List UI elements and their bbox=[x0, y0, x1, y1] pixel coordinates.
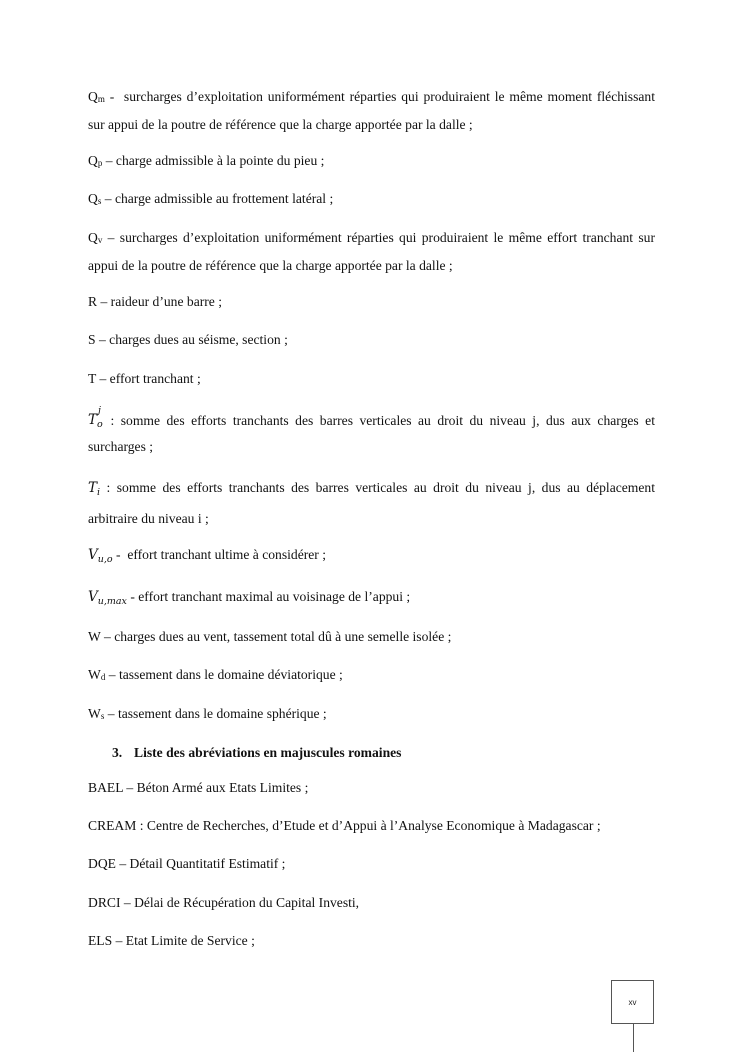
notation-symbol: R bbox=[88, 294, 98, 309]
notation-subscript: s bbox=[100, 711, 105, 721]
section-heading bbox=[112, 740, 401, 766]
abbreviation-definition: Béton Armé aux Etats Limites ; bbox=[136, 780, 309, 795]
notation-separator: – bbox=[101, 191, 115, 206]
notation-definition: somme des efforts tranchants des barres verticales au droit du niveau j, dus aux charges et surcharges ; bbox=[88, 413, 655, 454]
notation-entry-qv bbox=[88, 225, 655, 279]
notation-definition: charge admissible au frottement latéral ; bbox=[114, 191, 334, 206]
math-subscript: o bbox=[97, 419, 103, 430]
notation-entry-wd bbox=[88, 662, 655, 690]
notation-subscript: v bbox=[97, 235, 103, 245]
notation-separator: – bbox=[102, 230, 120, 245]
notation-subscript: s bbox=[97, 196, 102, 206]
math-subscript: i bbox=[97, 487, 101, 498]
notation-subscript: p bbox=[97, 158, 103, 168]
math-subscript: u,max bbox=[97, 596, 127, 607]
notation-definition: surcharges d’exploitation uniformément réparties qui produiraient le même effort tranchant sur appui de la poutre de référence que la charge apportée par la dalle ; bbox=[88, 230, 656, 273]
math-base: T bbox=[88, 480, 98, 496]
notation-entry-v-u-max bbox=[88, 584, 655, 615]
abbreviation-separator: : bbox=[136, 818, 147, 833]
notation-separator: – bbox=[105, 667, 119, 682]
notation-entry-v-u-o bbox=[88, 542, 655, 573]
notation-separator: – bbox=[102, 153, 116, 168]
notation-entry-t-o-j bbox=[88, 405, 655, 460]
abbreviation-entry-cream bbox=[88, 813, 655, 839]
abbreviation-entry-drci bbox=[88, 890, 655, 916]
notation-definition: effort tranchant ; bbox=[109, 371, 201, 386]
notation-entry-ws bbox=[88, 701, 655, 729]
notation-separator: - bbox=[104, 89, 124, 104]
notation-definition: effort tranchant ultime à considérer ; bbox=[127, 547, 327, 562]
abbreviation-definition: Délai de Récupération du Capital Investi, bbox=[134, 895, 360, 910]
abbreviation-entry-els bbox=[88, 928, 655, 954]
page-number-box bbox=[611, 980, 654, 1024]
notation-definition: tassement dans le domaine sphérique ; bbox=[117, 706, 327, 721]
notation-entry-qp bbox=[88, 148, 655, 176]
abbreviation-definition: Etat Limite de Service ; bbox=[125, 933, 255, 948]
notation-definition: effort tranchant maximal au voisinage de l’appui ; bbox=[138, 589, 411, 604]
abbreviation-separator: – bbox=[120, 895, 135, 910]
abbreviation-separator: – bbox=[123, 780, 137, 795]
notation-entry-qs bbox=[88, 186, 655, 214]
notation-definition: charges dues au vent, tassement total dû à une semelle isolée ; bbox=[114, 629, 452, 644]
page-number: xv bbox=[628, 997, 637, 1007]
notation-entry-qm bbox=[88, 84, 655, 138]
abbreviation-definition: Détail Quantitatif Estimatif ; bbox=[129, 856, 286, 871]
abbreviation-entry-dqe bbox=[88, 851, 655, 877]
math-base: V bbox=[88, 589, 98, 605]
section-title: Liste des abréviations en majuscules romaines bbox=[134, 745, 402, 760]
abbreviation-entry-bael bbox=[88, 775, 655, 801]
notation-symbol: W bbox=[88, 629, 101, 644]
notation-definition: charge admissible à la pointe du pieu ; bbox=[115, 153, 325, 168]
notation-definition: charges dues au séisme, section ; bbox=[109, 332, 288, 347]
notation-symbol: W bbox=[88, 706, 101, 721]
notation-definition: raideur d’une barre ; bbox=[110, 294, 223, 309]
notation-separator: - bbox=[126, 589, 139, 604]
abbreviation: CREAM bbox=[88, 818, 137, 833]
notation-subscript: m bbox=[97, 94, 105, 104]
section-number: 3. bbox=[112, 745, 123, 760]
notation-separator: - bbox=[112, 547, 128, 562]
abbreviation-separator: – bbox=[112, 933, 126, 948]
notation-entry-r bbox=[88, 289, 655, 315]
notation-definition: somme des efforts tranchants des barres verticales au droit du niveau j, dus au déplacement arbitraire du niveau i ; bbox=[88, 480, 655, 526]
abbreviation: ELS bbox=[88, 933, 113, 948]
notation-symbol: Q bbox=[88, 191, 98, 206]
notation-symbol: T bbox=[88, 371, 97, 386]
notation-definition: surcharges d’exploitation uniformément réparties qui produiraient le même moment fléchissant sur appui de la poutre de référence que la charge apportée par la dalle ; bbox=[88, 89, 655, 132]
notation-separator: – bbox=[100, 629, 115, 644]
notation-entry-t-i bbox=[88, 475, 655, 532]
abbreviation: BAEL bbox=[88, 780, 123, 795]
notation-separator: – bbox=[96, 371, 110, 386]
math-superscript: j bbox=[98, 405, 101, 416]
abbreviation: DQE bbox=[88, 856, 116, 871]
notation-symbol: Q bbox=[88, 89, 98, 104]
notation-symbol: S bbox=[88, 332, 96, 347]
notation-subscript: d bbox=[100, 672, 106, 682]
notation-separator: – bbox=[97, 294, 111, 309]
math-symbol-t-o-j bbox=[88, 405, 104, 430]
notation-definition: tassement dans le domaine déviatorique ; bbox=[118, 667, 343, 682]
notation-symbol: Q bbox=[88, 153, 98, 168]
notation-separator: : bbox=[100, 480, 117, 495]
notation-entry-t bbox=[88, 366, 655, 392]
notation-symbol: Q bbox=[88, 230, 98, 245]
abbreviation-separator: – bbox=[115, 856, 130, 871]
notation-separator: – bbox=[104, 706, 118, 721]
notation-separator: : bbox=[104, 413, 121, 428]
abbreviation-definition: Centre de Recherches, d’Etude et d’Appui à l’Analyse Economique à Madagascar ; bbox=[146, 818, 601, 833]
notation-symbol: W bbox=[88, 667, 101, 682]
notation-entry-s bbox=[88, 327, 655, 353]
math-base: V bbox=[88, 547, 98, 563]
math-base: T bbox=[88, 412, 98, 428]
notation-separator: – bbox=[95, 332, 110, 347]
math-subscript: u,o bbox=[97, 554, 113, 565]
notation-entry-w bbox=[88, 624, 655, 650]
page-number-connector-line bbox=[633, 1024, 634, 1052]
abbreviation: DRCI bbox=[88, 895, 121, 910]
